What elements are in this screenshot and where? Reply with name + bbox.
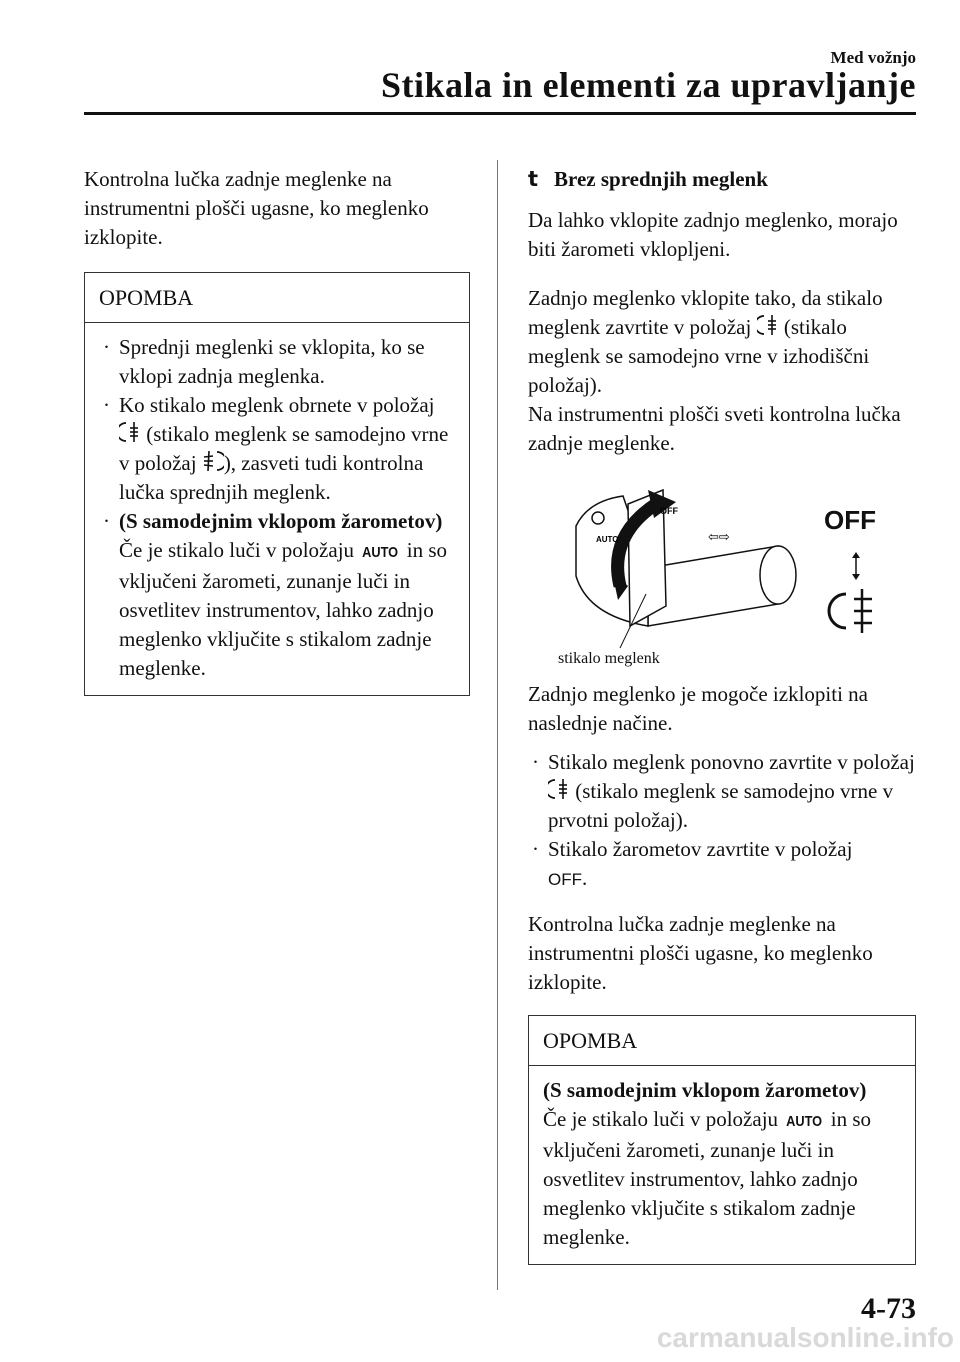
paragraph: Zadnjo meglenko je mogoče izklopiti na naslednje načine. — [528, 682, 868, 735]
bullet-dot: · — [103, 335, 110, 359]
svg-text:⇦⇨: ⇦⇨ — [708, 530, 730, 545]
paragraph-text: Na instrumentni plošči sveti kontrolna lučka zadnje meglenke. — [528, 402, 901, 455]
note-title: OPOMBA — [529, 1016, 915, 1066]
auto-symbol: AUTO — [786, 1113, 823, 1130]
paragraph-text: Zadnjo meglenko vklopite tako, da stikalo meglenk zavrtite v položaj — [528, 286, 883, 339]
stalk-off-label: OFF — [660, 506, 678, 516]
bullet-dot: · — [532, 837, 539, 861]
note-heading: (S samodejnim vklopom žarometov) — [543, 1078, 867, 1102]
note-bullet-heading: (S samodejnim vklopom žarometov) — [119, 509, 443, 533]
note-body — [529, 1066, 915, 1264]
section-label: Med vožnjo — [830, 48, 916, 67]
column-divider — [497, 160, 498, 1290]
bullet-dot: · — [103, 509, 110, 533]
off-position-label: OFF — [824, 505, 876, 535]
note-text: Če je stikalo luči v položaju — [543, 1107, 779, 1131]
note-text: in so vključeni žarometi, zunanje luči in osvetlitev instrumentov, lahko zadnjo meglenko vključite s stikalom zadnje meglenke. — [543, 1107, 872, 1249]
intro-paragraph: Kontrolna lučka zadnje meglenke na instrumentni plošči ugasne, ko meglenko izklopite. — [84, 167, 429, 249]
rear-fog-icon — [757, 313, 779, 337]
subsection-heading — [528, 165, 916, 194]
list-item-text: (stikalo meglenk se samodejno vrne v prvotni položaj). — [548, 779, 894, 832]
stalk-auto-label: AUTO — [596, 535, 619, 544]
note-title: OPOMBA — [85, 273, 469, 323]
list-item-text: Stikalo žarometov zavrtite v položaj — [548, 837, 853, 861]
rear-fog-icon — [119, 420, 141, 444]
left-column — [84, 165, 470, 696]
page-title: Stikala in elementi za upravljanje — [381, 65, 916, 105]
note-bullet-text: ), zasveti tudi kontrolna lučka sprednjih meglenk. — [119, 451, 424, 504]
note-bullet — [99, 391, 455, 507]
figure-callout: stikalo meglenk — [558, 650, 660, 667]
auto-symbol: AUTO — [362, 544, 399, 561]
note-bullet-text: Če je stikalo luči v položaju — [119, 538, 355, 562]
note-bullet-text: (stikalo meglenk se samodejno vrne v položaj — [119, 422, 449, 475]
paragraph — [528, 284, 916, 458]
bullet-dot: · — [103, 393, 110, 417]
paragraph-text: (stikalo meglenk se samodejno vrne v izhodiščni položaj). — [528, 315, 870, 397]
page-number: 4-73 — [861, 1292, 916, 1325]
list-item — [528, 748, 916, 835]
note-bullet — [99, 507, 455, 683]
off-symbol: OFF — [548, 870, 582, 889]
note-box-right — [528, 1015, 916, 1265]
note-box-left — [84, 272, 470, 696]
list-item: · Stikalo žarometov zavrtite v položaj OFF. — [532, 837, 853, 890]
subsection-heading-text: Brez sprednjih meglenk — [554, 167, 768, 191]
header-rule — [84, 112, 916, 115]
list-item-text: Stikalo meglenk ponovno zavrtite v položaj — [548, 750, 915, 774]
note-bullet-text: Ko stikalo meglenk obrnete v položaj — [119, 393, 435, 417]
note-bullet-text: in so vključeni žarometi, zunanje luči in osvetlitev instrumentov, lahko zadnjo meglenko vključite s stikalom zadnje meglenke. — [119, 538, 448, 680]
fog-switch-figure — [528, 476, 916, 666]
front-fog-icon — [202, 449, 224, 473]
note-bullet-text: Sprednji meglenki se vklopita, ko se vklopi zadnja meglenka. — [119, 335, 425, 388]
right-column — [528, 165, 916, 1265]
heading-marker: t — [528, 167, 539, 191]
rear-fog-icon — [548, 777, 570, 801]
note-bullet — [99, 333, 455, 391]
paragraph: Da lahko vklopite zadnjo meglenko, morajo biti žarometi vklopljeni. — [528, 208, 898, 261]
bullet-dot: · — [532, 750, 539, 774]
watermark-url[interactable]: carmanualsonline.info — [656, 1322, 954, 1353]
paragraph: Kontrolna lučka zadnje meglenke na instrumentni plošči ugasne, ko meglenko izklopite. — [528, 912, 873, 994]
note-body — [85, 323, 469, 695]
